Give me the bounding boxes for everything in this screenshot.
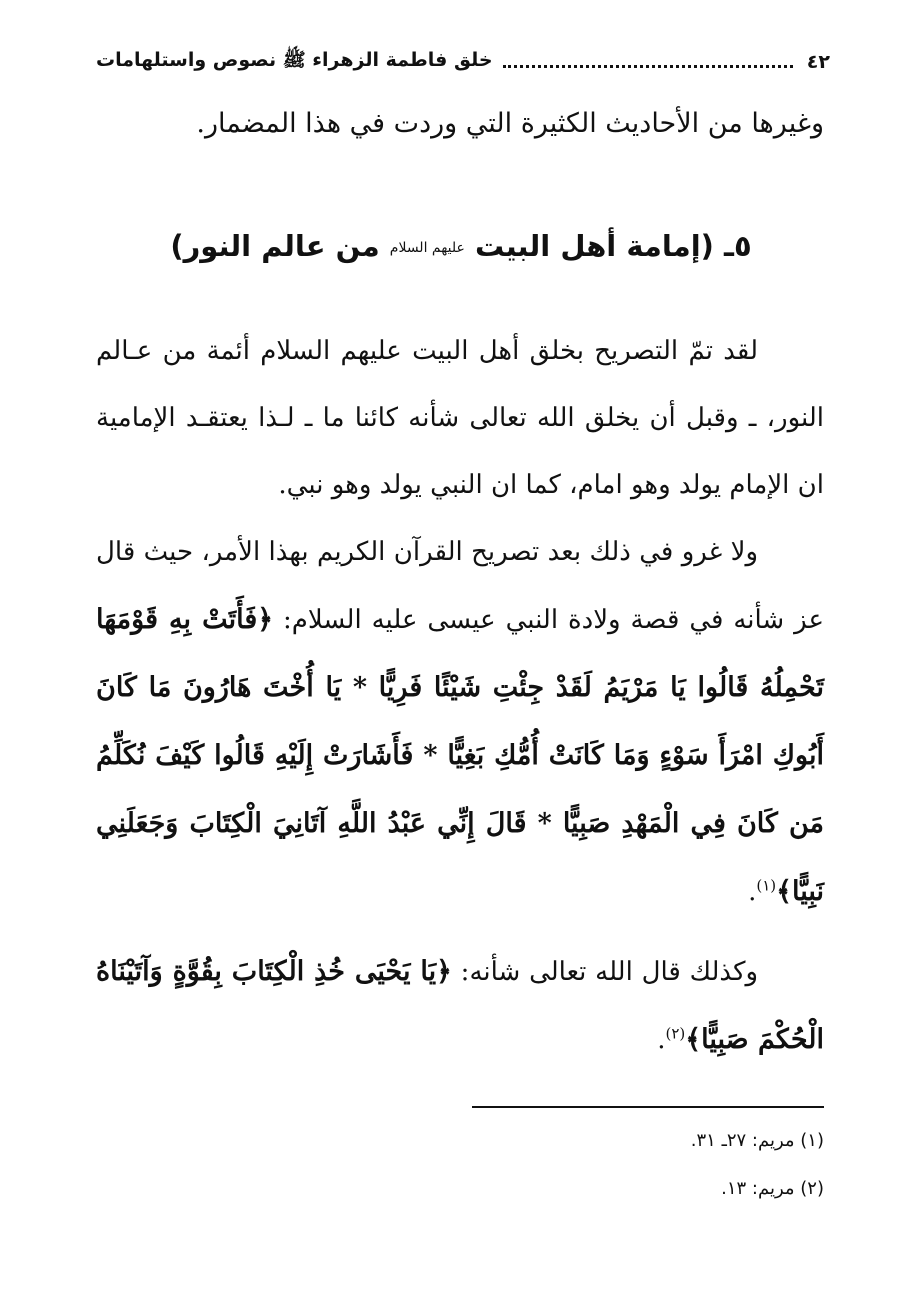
- footnote-ref-2: (٢): [665, 1024, 686, 1043]
- honorific-glyph: عليهم السلام: [389, 240, 465, 256]
- paragraph-3-end: .: [657, 1025, 666, 1055]
- footnote-2: (٢) مريم: ١٣.: [721, 1178, 824, 1199]
- paragraph-2-lead: ولا غرو في ذلك بعد تصريح القرآن الكريم بهذا الأمر، حيث قال عز شأنه في قصة ولادة النبي عيسى عليه السلام:: [96, 537, 824, 635]
- footnote-divider: [472, 1106, 824, 1108]
- running-header-title: خلق فاطمة الزهراء ﷺ نصوص واستلهامات: [96, 49, 493, 71]
- paragraph-2-end: .: [748, 877, 757, 907]
- footnote-1: (١) مريم: ٢٧ـ ٣١.: [690, 1130, 824, 1151]
- section-title: (إمامة أهل البيت: [475, 229, 714, 263]
- paragraph-1: لقد تمّ التصريح بخلق أهل البيت عليهم السلام أئمة من عـالم النور، ـ وقبل أن يخلق الله تعالى شأنه كائنا ما ـ لـذا يعتقـد الإمامية ان الإمام يولد وهو امام، كما ان النبي يولد وهو نبي.: [96, 336, 824, 500]
- footnotes: [96, 1128, 824, 1224]
- running-header: [96, 44, 830, 80]
- section-title-end: من عالم النور): [170, 229, 380, 263]
- quran-quote-yahya: ﴿يَا يَحْيَى خُذِ الْكِتَابَ بِقُوَّةٍ وَآتَيْنَاهُ الْحُكْمَ صَبِيًّا﴾: [96, 956, 824, 1055]
- paragraph-3-lead: وكذلك قال الله تعالى شأنه:: [451, 957, 758, 987]
- intro-paragraph: وغيرها من الأحاديث الكثيرة التي وردت في هذا المضمار.: [196, 108, 824, 139]
- paragraph-3: [96, 938, 824, 1074]
- main-text: [96, 318, 824, 926]
- page-number: ٤٢: [806, 51, 830, 73]
- section-number: ٥ـ: [724, 229, 752, 263]
- paragraph-2: [96, 519, 824, 926]
- dotted-leader: [503, 65, 793, 68]
- footnote-ref-1: (١): [756, 876, 777, 895]
- quran-quote-maryam: ﴿فَأَتَتْ بِهِ قَوْمَهَا تَحْمِلُهُ قَالُوا يَا مَرْيَمُ لَقَدْ جِئْتِ شَيْئًا فَرِيًّا * يَا أُخْتَ هَارُونَ مَا كَانَ أَبُوكِ امْرَأَ سَوْءٍ وَمَا كَانَتْ أُمُّكِ بَغِيًّا * فَأَشَارَتْ إِلَيْهِ قَالُوا كَيْفَ نُكَلِّمُ مَن كَانَ فِي الْمَهْدِ صَبِيًّا * قَالَ إِنِّي عَبْدُ اللَّهِ آتَانِيَ الْكِتَابَ وَجَعَلَنِي نَبِيًّا﴾: [96, 604, 824, 907]
- section-heading: [96, 222, 826, 272]
